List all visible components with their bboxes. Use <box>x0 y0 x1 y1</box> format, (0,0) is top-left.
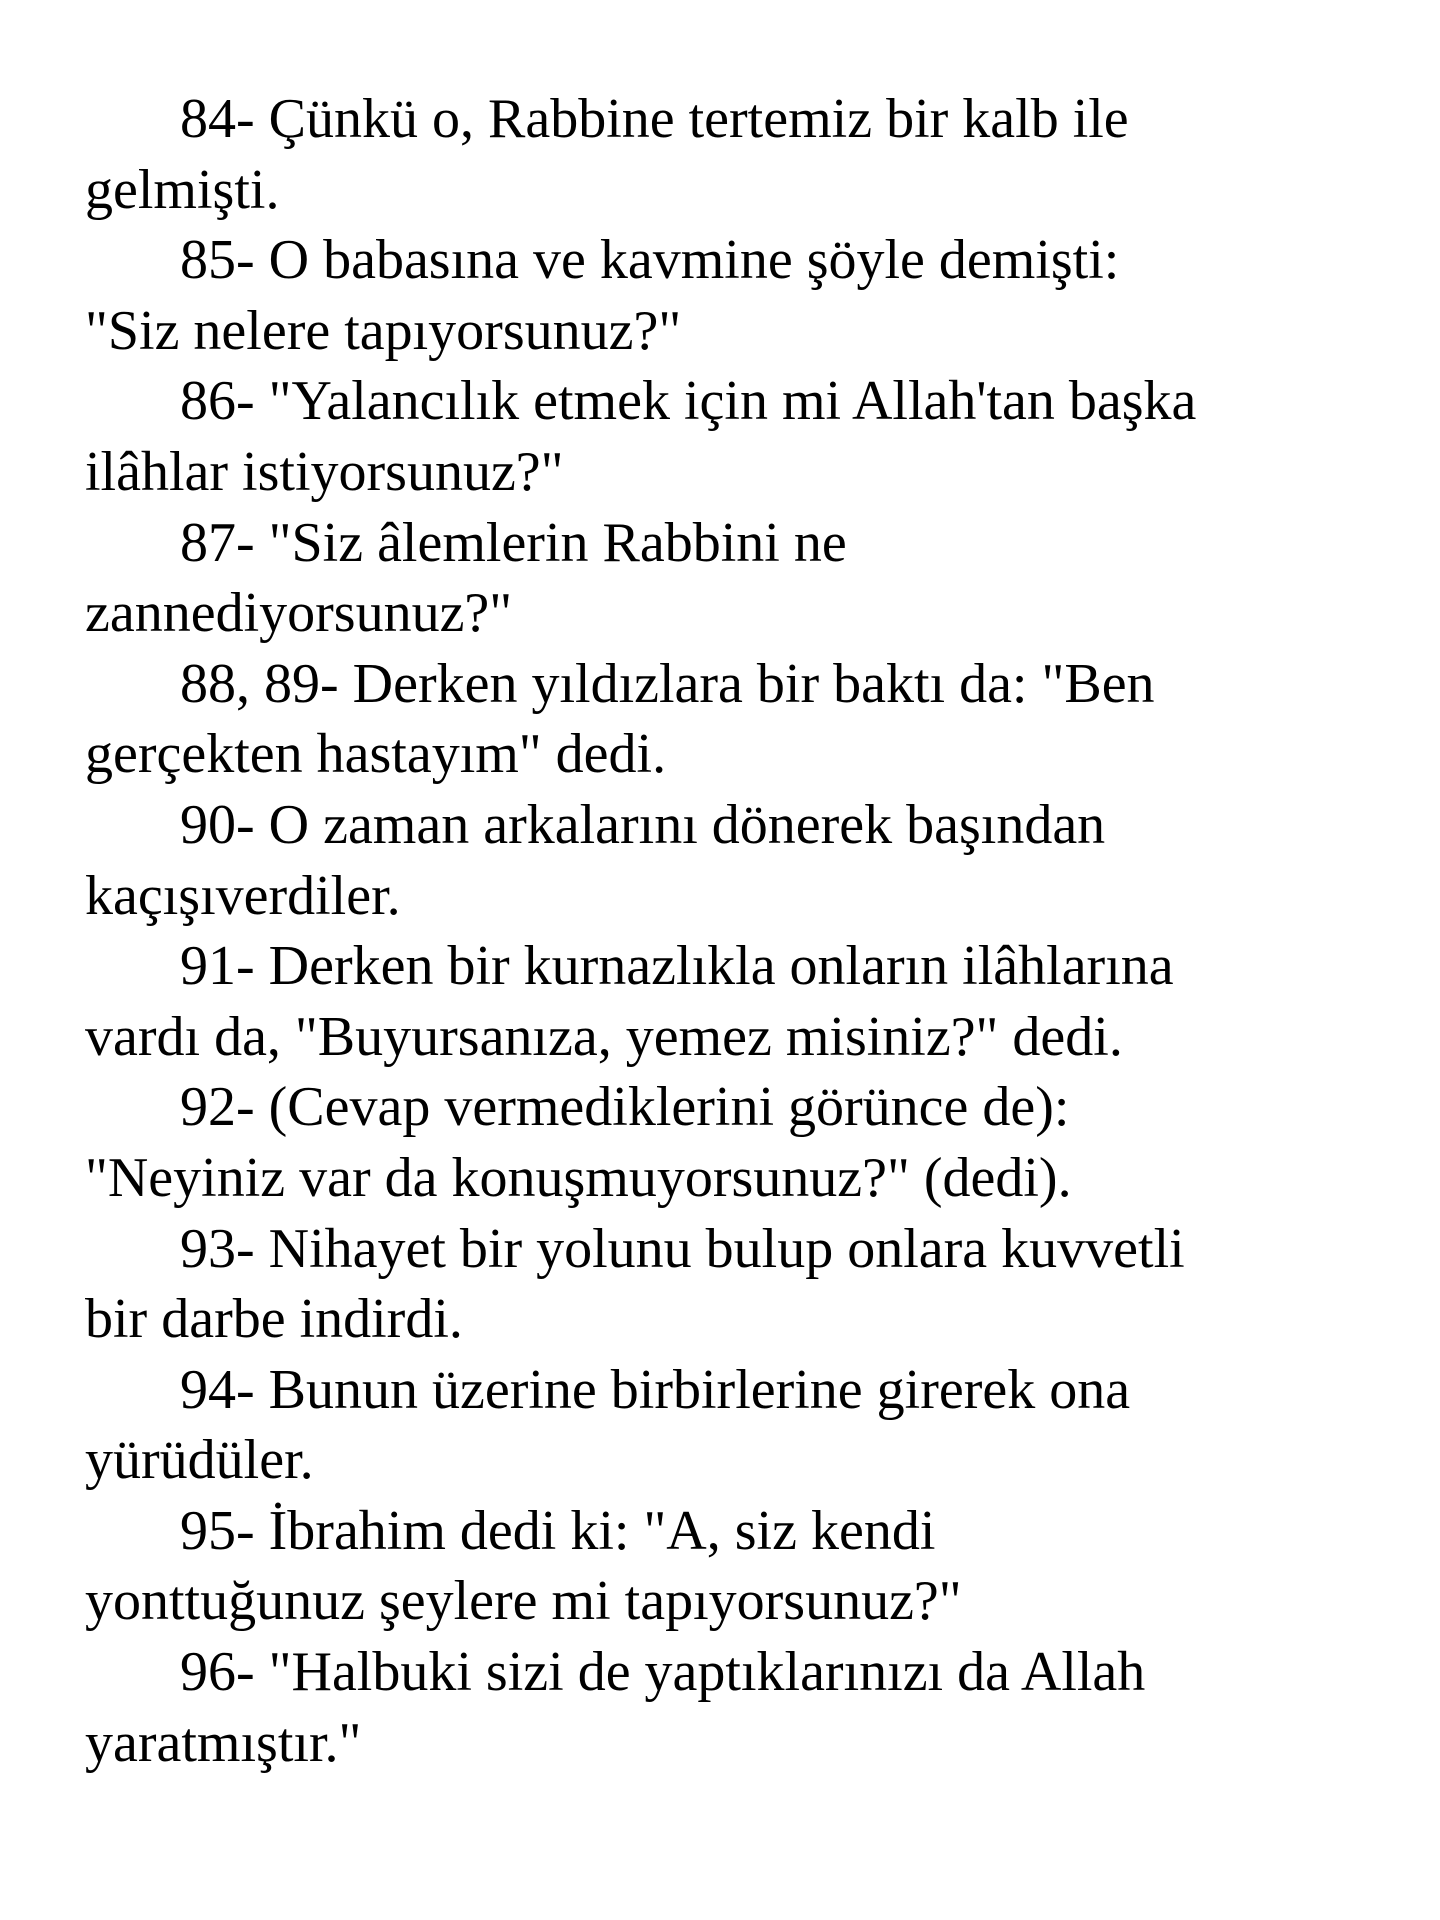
verse-84 <box>85 84 1405 225</box>
verse-line: gelmişti. <box>85 158 280 221</box>
verse-line: yaratmıştır." <box>85 1711 362 1774</box>
verse-94 <box>85 1355 1405 1496</box>
verse-line: 87- "Siz âlemlerin Rabbini ne <box>180 511 847 574</box>
verse-86 <box>85 366 1405 507</box>
verse-91 <box>85 931 1405 1072</box>
verse-line: 85- O babasına ve kavmine şöyle demişti: <box>180 229 1120 292</box>
verse-line: 84- Çünkü o, Rabbine tertemiz bir kalb ile <box>180 88 1129 150</box>
verse-88-89 <box>85 649 1405 790</box>
verse-line: 90- O zaman arkalarını dönerek başından <box>180 793 1106 856</box>
verse-line: bir darbe indirdi. <box>85 1288 463 1351</box>
verse-line: kaçışıverdiler. <box>85 864 401 927</box>
verse-90 <box>85 790 1405 931</box>
verse-line: 96- "Halbuki sizi de yaptıklarınızı da Allah <box>180 1641 1146 1704</box>
verse-line: 94- Bunun üzerine birbirlerine girerek ona <box>180 1358 1131 1421</box>
verse-line: gerçekten hastayım" dedi. <box>85 723 667 786</box>
verse-line: zannediyorsunuz?" <box>85 582 513 645</box>
verse-87 <box>85 508 1405 649</box>
verse-line: 88, 89- Derken yıldızlara bir baktı da: "Ben <box>180 652 1155 715</box>
verse-line: vardı da, "Buyursanıza, yemez misiniz?" dedi. <box>85 1005 1123 1068</box>
verse-line: 91- Derken bir kurnazlıkla onların ilâhlarına <box>180 935 1174 998</box>
verse-line: 93- Nihayet bir yolunu bulup onlara kuvvetli <box>180 1217 1185 1280</box>
verse-93 <box>85 1214 1405 1355</box>
verse-95 <box>85 1496 1405 1637</box>
verse-line: yürüdüler. <box>85 1429 314 1492</box>
verse-line: 86- "Yalancılık etmek için mi Allah'tan başka <box>180 370 1197 433</box>
verse-85 <box>85 225 1405 366</box>
verse-96 <box>85 1637 1405 1778</box>
verse-line: ilâhlar istiyorsunuz?" <box>85 440 564 503</box>
verse-line: 92- (Cevap vermediklerini görünce de): <box>180 1076 1070 1139</box>
verse-line: 95- İbrahim dedi ki: "A, siz kendi <box>180 1499 936 1562</box>
verse-92 <box>85 1072 1405 1213</box>
page-text <box>85 84 1405 1778</box>
verse-line: yonttuğunuz şeylere mi tapıyorsunuz?" <box>85 1570 962 1633</box>
verse-line: "Neyiniz var da konuşmuyorsunuz?" (dedi). <box>85 1146 1072 1209</box>
verse-line: "Siz nelere tapıyorsunuz?" <box>85 299 682 362</box>
